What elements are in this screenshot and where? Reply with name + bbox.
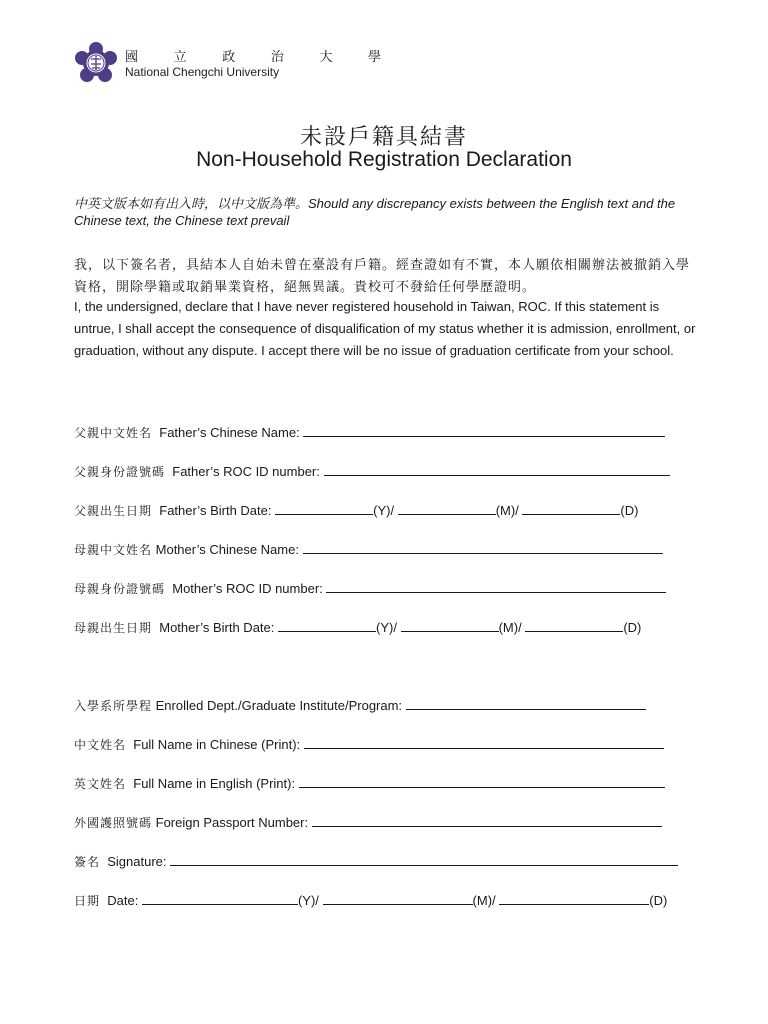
mother-roc-id-blank[interactable] [326,580,666,593]
field-label-english: Father’s Birth Date: [159,503,272,518]
field-label-chinese: 入學系所學程 [74,699,153,713]
university-name-chinese: 國 立 政 治 大 學 [125,49,398,64]
mother-birth-day-blank[interactable] [525,619,623,632]
field-label-chinese: 父親出生日期 [74,504,153,518]
field-label-chinese: 日期 [74,894,101,908]
father-roc-id-blank[interactable] [324,463,670,476]
father-chinese-name-blank[interactable] [303,424,665,437]
mother-roc-id-field [74,580,666,597]
full-name-chinese-field [74,736,664,753]
mother-birth-date-field [74,619,641,636]
full-name-english-field [74,775,665,792]
mother-birth-year-blank[interactable] [278,619,376,632]
month-unit: (M)/ [472,893,496,908]
declaration-text-chinese: 我，以下簽名者，具結本人自始未曾在臺設有戶籍。經查證如有不實，本人願依相關辦法被撤銷入學資格，開除學籍或取銷畢業資格，絕無異議。貴校可不發給任何學歷證明。 [74,258,691,295]
father-birth-day-blank[interactable] [522,502,620,515]
field-label-english: Mother’s ROC ID number: [172,581,323,596]
year-unit: (Y)/ [373,503,395,518]
field-label-chinese: 中文姓名 [74,738,127,752]
field-label-chinese: 英文姓名 [74,777,127,791]
field-label-english: Father’s ROC ID number: [172,464,320,479]
field-label-english: Mother’s Birth Date: [159,620,275,635]
mother-chinese-name-blank[interactable] [303,541,663,554]
enrolled-department-blank[interactable] [406,697,646,710]
day-unit: (D) [623,620,642,635]
signature-blank[interactable] [170,853,678,866]
field-label-chinese: 母親中文姓名 [74,543,153,557]
father-birth-date-field [74,502,638,519]
day-unit: (D) [649,893,668,908]
field-label-chinese: 父親身份證號碼 [74,465,166,479]
full-name-english-blank[interactable] [299,775,665,788]
signature-field [74,853,678,870]
document-title-chinese: 未設戶籍具結書 [299,125,468,150]
father-birth-year-blank[interactable] [275,502,373,515]
full-name-chinese-blank[interactable] [304,736,664,749]
university-seal-logo [74,42,118,84]
field-label-english: Mother’s Chinese Name: [155,542,299,557]
year-unit: (Y)/ [297,893,319,908]
language-precedence-notice: 中英文版本如有出入時，以中文版為準。Should any discrepancy exists between the English text and the Chinese text, the Chinese text prevail [74,196,676,228]
field-label-english: Full Name in English (Print): [133,776,296,791]
month-unit: (M)/ [495,503,519,518]
field-label-english: Signature: [107,854,167,869]
date-field [74,892,667,909]
date-month-blank[interactable] [323,892,473,905]
day-unit: (D) [620,503,639,518]
field-label-chinese: 外國護照號碼 [74,816,153,830]
field-label-chinese: 簽名 [74,855,101,869]
month-unit: (M)/ [498,620,522,635]
field-label-english: Full Name in Chinese (Print): [133,737,301,752]
university-name-english: National Chengchi University [125,65,280,79]
field-label-english: Enrolled Dept./Graduate Institute/Program: [155,698,403,713]
year-unit: (Y)/ [376,620,397,635]
mother-chinese-name-field [74,541,663,558]
father-chinese-name-field [74,424,665,441]
foreign-passport-blank[interactable] [312,814,662,827]
foreign-passport-field [74,814,662,831]
field-label-english: Date: [107,893,139,908]
field-label-english: Father’s Chinese Name: [159,425,300,440]
field-label-chinese: 父親中文姓名 [74,426,153,440]
field-label-chinese: 母親身份證號碼 [74,582,166,596]
date-year-blank[interactable] [142,892,298,905]
declaration-text-english: I, the undersigned, declare that I have never registered household in Taiwan, ROC. If this statement is untrue, I shall accept the consequence of disqualification of my status whether it is admission, enrollment, or graduation, without any dispute. I accept there will be no issue of graduation certificate from your school. [74,299,696,358]
date-day-blank[interactable] [499,892,649,905]
father-birth-month-blank[interactable] [398,502,496,515]
field-label-english: Foreign Passport Number: [155,815,309,830]
mother-birth-month-blank[interactable] [401,619,499,632]
field-label-chinese: 母親出生日期 [74,621,153,635]
father-roc-id-field [74,463,670,480]
enrolled-department-field [74,697,646,714]
document-title-english: Non-Household Registration Declaration [196,148,572,171]
